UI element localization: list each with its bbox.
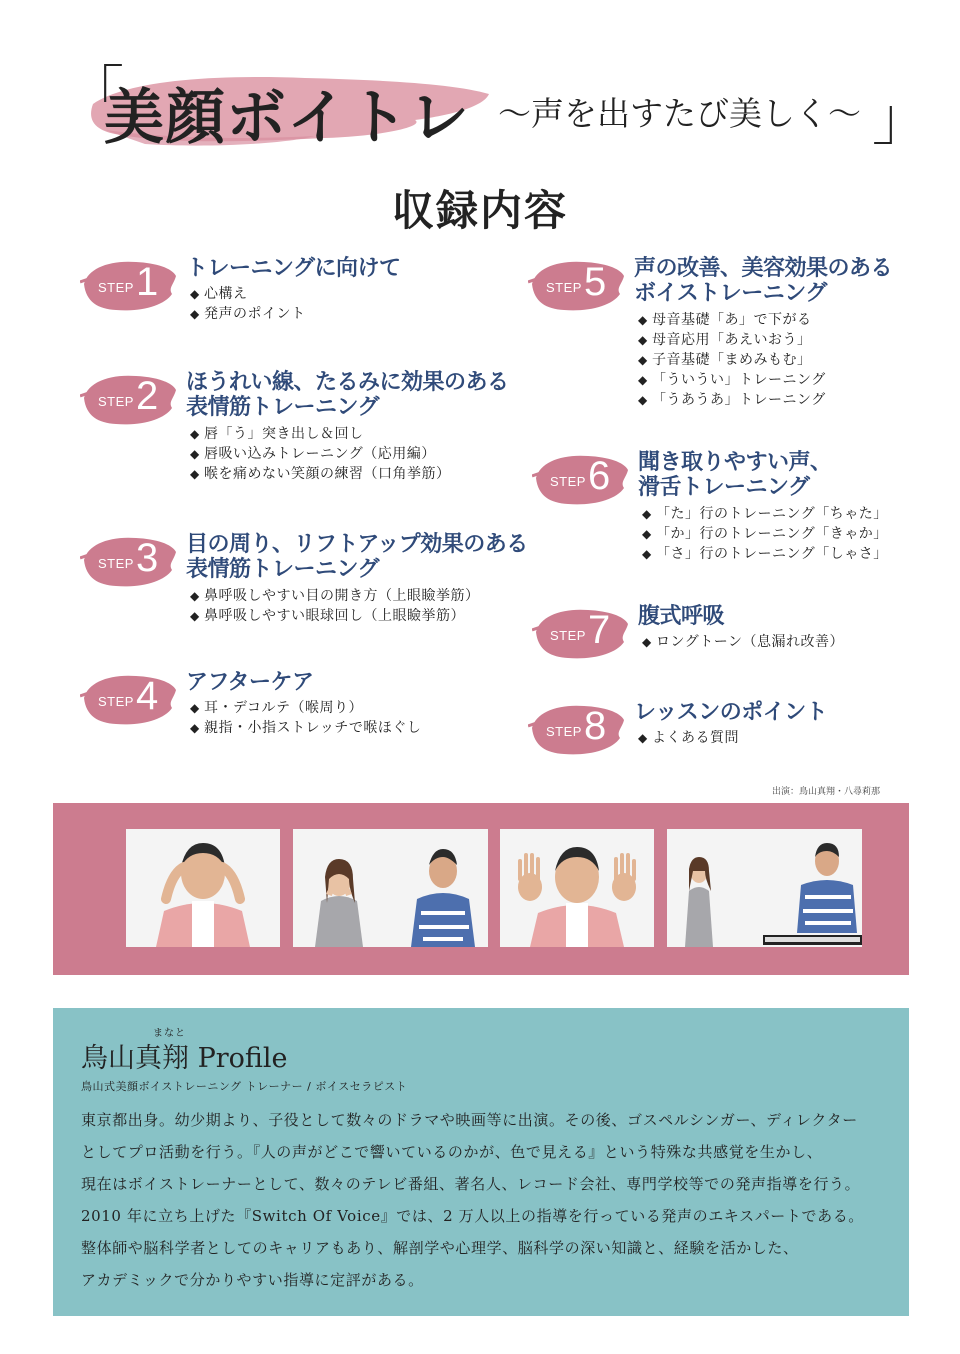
name-reading: まなと <box>153 1028 186 1039</box>
step-items <box>638 310 826 410</box>
step-item: ◆ 「た」行のトレーニング「ちゃた」 <box>642 504 888 524</box>
photo-two-performers-hands-on-face <box>293 829 488 947</box>
step-badge <box>528 698 626 760</box>
step-badge <box>532 602 630 664</box>
step-badge <box>532 448 630 510</box>
photo-instructor-hands-open <box>500 829 654 947</box>
photo-strip <box>53 803 909 975</box>
step-item: ◆ 鼻呼吸しやすい目の開き方（上眼瞼挙筋） <box>190 586 480 606</box>
step-items <box>638 728 739 748</box>
step-number: 4 <box>136 674 159 718</box>
page-subtitle: ～声を出すたび美しく～ <box>498 94 861 133</box>
step-title-line: ほうれい線、たるみに効果のある <box>186 370 509 395</box>
photo-instructor-face-massage <box>126 829 280 947</box>
step-badge <box>80 368 178 430</box>
step-title <box>634 700 827 725</box>
step-item: ◆ 鼻呼吸しやすい眼球回し（上眼瞼挙筋） <box>190 606 480 626</box>
step-title-line: ボイストレーニング <box>634 281 827 306</box>
page-title: 美顔ボイトレ <box>104 83 470 153</box>
step-items <box>642 632 844 652</box>
step-number: 8 <box>584 704 607 748</box>
profile-bio <box>81 1104 891 1296</box>
step-items <box>190 586 480 626</box>
step-label: STEP <box>98 394 134 409</box>
step-number: 2 <box>136 374 159 418</box>
step-badge <box>80 254 178 316</box>
step-title-line: レッスンのポイント <box>634 700 828 725</box>
step-title <box>634 256 892 306</box>
step-title-line: アフターケア <box>186 670 314 695</box>
step-label: STEP <box>98 280 134 295</box>
bio-line: 整体師や脳科学者としてのキャリアもあり、解剖学や心理学、脳科学の深い知識と、経験を活かした、 <box>81 1239 799 1257</box>
profile-panel <box>53 1008 909 1316</box>
step-label: STEP <box>546 280 582 295</box>
step-number: 7 <box>588 608 611 652</box>
performer-credit: 出演：鳥山真翔・八尋莉那 <box>771 787 880 797</box>
step-label: STEP <box>550 628 586 643</box>
step-item: ◆ ロングトーン（息漏れ改善） <box>642 632 844 652</box>
title-open-bracket: 「 <box>66 59 125 127</box>
section-heading: 収録内容 <box>391 186 568 235</box>
step-items <box>190 284 306 324</box>
step-item: ◆ 母音応用「あえいおう」 <box>638 330 826 350</box>
bio-line: 現在はボイストレーナーとして、数々のテレビ番組、著名人、レコード会社、専門学校等での発声指導を行う。 <box>81 1175 861 1193</box>
step-title <box>186 670 313 695</box>
bio-line: としてプロ活動を行う。『人の声がどこで響いているのかが、色で見える』という特殊な共感覚を生かし、 <box>81 1143 823 1161</box>
step-item: ◆ 親指・小指ストレッチで喉ほぐし <box>190 718 421 738</box>
step-title-line: トレーニングに向けて <box>186 256 401 281</box>
step-item: ◆ よくある質問 <box>638 728 739 748</box>
step-items <box>190 698 421 738</box>
step-item: ◆ 母音基礎「あ」で下がる <box>638 310 826 330</box>
step-title-line: 腹式呼吸 <box>638 604 725 629</box>
step-item: ◆ 子音基礎「まめみもむ」 <box>638 350 826 370</box>
step-title-line: 滑舌トレーニング <box>638 475 810 500</box>
step-number: 6 <box>588 454 611 498</box>
step-item: ◆ 心構え <box>190 284 306 304</box>
step-label: STEP <box>550 474 586 489</box>
step-number: 3 <box>136 536 159 580</box>
title-block <box>0 50 960 160</box>
step-number: 1 <box>136 260 159 304</box>
bio-line: 2010 年に立ち上げた『Switch Of Voice』では、2 万人以上の指導を行っている発声のエキスパートである。 <box>81 1207 864 1225</box>
step-badge <box>80 668 178 730</box>
step-item: ◆ 「ういうい」トレーニング <box>638 370 826 390</box>
step-label: STEP <box>98 556 134 571</box>
bio-line: アカデミックで分かりやすい指導に定評がある。 <box>81 1271 424 1289</box>
step-title-line: 声の改善、美容効果のある <box>634 256 893 281</box>
title-close-bracket: 」 <box>872 85 931 153</box>
step-label: STEP <box>546 724 582 739</box>
step-items <box>642 504 888 564</box>
step-item: ◆ 「さ」行のトレーニング「しゃさ」 <box>642 544 888 564</box>
step-item: ◆ 耳・デコルテ（喉周り） <box>190 698 421 718</box>
photo-two-performers-at-keyboard <box>667 829 862 947</box>
step-badge <box>80 530 178 592</box>
profile-name: 鳥山真翔 Profile <box>81 1043 288 1074</box>
step-title <box>638 450 832 500</box>
step-title-line: 聞き取りやすい声、 <box>638 450 832 475</box>
step-items <box>190 424 451 484</box>
profile-role: 鳥山式美顔ボイストレーニング トレーナー / ボイスセラピスト <box>81 1080 408 1093</box>
step-item: ◆ 唇「う」突き出し＆回し <box>190 424 451 444</box>
step-item: ◆ 発声のポイント <box>190 304 306 324</box>
bio-line: 東京都出身。幼少期より、子役として数々のドラマや映画等に出演。その後、ゴスペルシンガー、ディレクター <box>81 1111 858 1129</box>
step-item: ◆ 「か」行のトレーニング「きゃか」 <box>642 524 888 544</box>
step-number: 5 <box>584 260 607 304</box>
step-title-line: 表情筋トレーニング <box>186 557 380 582</box>
step-title <box>186 370 509 420</box>
step-title-line: 目の周り、リフトアップ効果のある <box>186 532 528 557</box>
step-title <box>186 532 528 582</box>
step-title <box>186 256 401 281</box>
step-item: ◆ 喉を痛めない笑顔の練習（口角挙筋） <box>190 464 451 484</box>
step-item: ◆ 唇吸い込みトレーニング（応用編） <box>190 444 451 464</box>
step-badge <box>528 254 626 316</box>
step-title-line: 表情筋トレーニング <box>186 395 380 420</box>
step-item: ◆ 「うあうあ」トレーニング <box>638 390 826 410</box>
step-label: STEP <box>98 694 134 709</box>
step-title <box>638 604 724 629</box>
